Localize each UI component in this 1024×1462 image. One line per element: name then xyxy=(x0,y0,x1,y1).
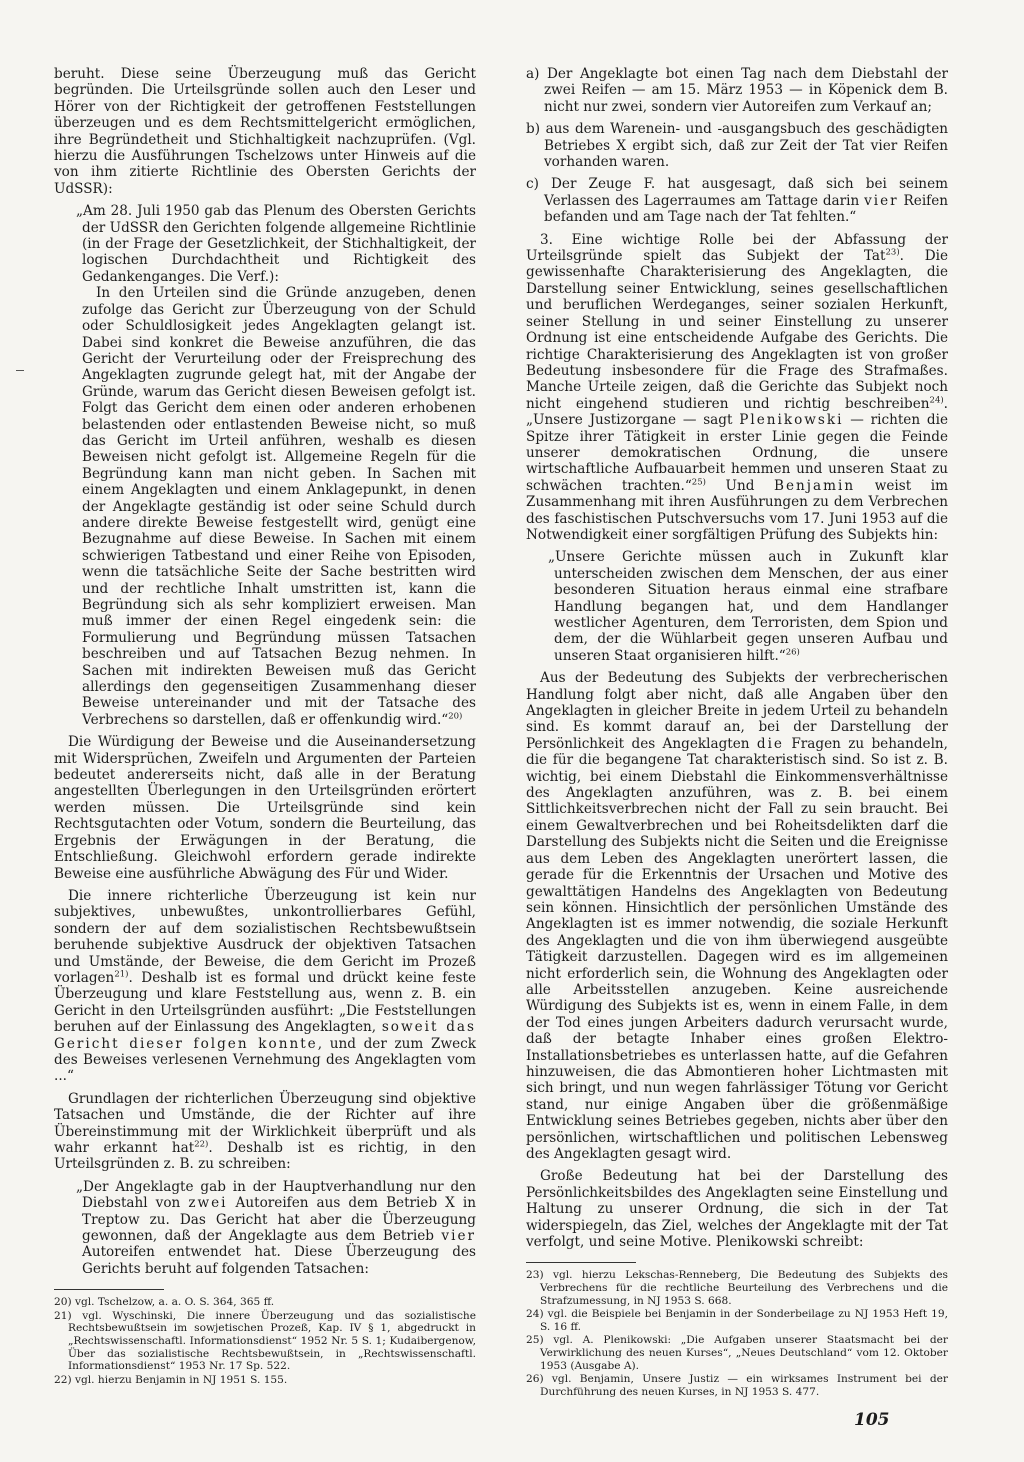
text: weist im Zusammenhang mit ihren Ausführungen zu dem Verbrechen des faschistischen Putschversuchs vom 17. Juni 1953 auf die Notwendigkeit einer sorgfältigen Prüfung des Subjekts hin: xyxy=(526,477,948,543)
text: 3. Eine wichtige Rolle bei der Abfassung der Urteilsgründe spielt das Subjekt der Tat xyxy=(526,231,948,265)
page-number: 105 xyxy=(854,1410,890,1430)
footnote-ref: 26) xyxy=(785,647,800,658)
text: Fragen zu behandeln, die für die begangene Tat charakteristisch sind. So ist z. B. wichtig, bei einem Diebstahl die Einkommensverhältnisse des Angeklagten anzuführen, was z. B. bei einem Sittlichkeitsverbrechen nicht der Fall zu sein braucht. Bei einem Gewaltverbrechen und bei Roheitsdelikten darf die Darstellung des Subjekts nicht die Seiten und die Ereignisse aus dem Leben des Angeklagten unerörtert lassen, die gerade für die Erkenntnis der Ursachen und Motive des gewalttätigen Handelns des Angeklagten von Bedeutung sein können. Hinsichtlich der persönlichen Umstände des Angeklagten ist es immer notwendig, die soziale Herkunft des Angeklagten und die von ihm überwiegend ausgeübte Tätigkeit darzustellen. Dagegen wird es im allgemeinen nicht erforderlich sein, die Wohnung des Angeklagten oder alle Arbeitsstellen anzugeben. Keine ausreichende Würdigung des Subjekts ist es, wenn in einem Falle, in dem der Tod eines jungen Arbeiters dadurch verursacht wurde, daß der betagte Inhaber eines großen Elektro-Installationsbetriebes es unterlassen hatte, auf die Gefahren hinzuweisen, die das Abmontieren hoher Lichtmasten mit sich bringt, und nun wegen fahrlässiger Tötung vor Gericht stand, nur einige Angaben über die größenmäßige Entwicklung seines Betriebes gegeben, nichts aber über den persönlichen, wirtschaftlichen und politischen Lebensweg des Angeklagten gesagt wird. xyxy=(526,735,948,1162)
footnote-separator xyxy=(54,1289,164,1290)
list-item: b) aus dem Warenein- und -ausgangsbuch des geschädigten Betriebes X ergibt sich, daß zur Zeit der Tat vier Reifen vorhanden waren. xyxy=(526,121,948,171)
footnote: 21) vgl. Wyschinski, Die innere Überzeugung und das sozialistische Rechtsbewußtsein im sowjetischen Prozeß, Kap. IV § 1, abgedruckt in „Rechtswissenschaftl. Informationsdienst“ 1952 Nr. 5 S. 1; Kudaibergenow, Über das sozialistische Rechtsbewußtsein, in „Rechtswissenschaftl. Informationsdienst“ 1953 Nr. 17 Sp. 522. xyxy=(54,1309,476,1373)
text: Aus der Bedeutung des Subjekts der verbrecherischen Handlung folgt aber nicht, daß alle Angaben über den Angeklagten in gleicher Breite in jedem Urteil zu behandeln sind. Es kommt darauf an, bei der Darstellung der Persönlichkeit des Angeklagten xyxy=(526,670,948,752)
spaced-text: die xyxy=(756,735,784,752)
margin-mark xyxy=(16,370,24,371)
footnote-separator xyxy=(526,1262,636,1263)
text: . Deshalb ist es formal und drückt keine feste Überzeugung und klare Feststellung aus, wenn z. B. ein Gericht in den Urteilsgründen ausführt: „Die Feststellungen beruhen auf der Einlassung des Angeklagten, xyxy=(54,969,476,1036)
spaced-text: vier xyxy=(441,1228,476,1245)
text: c) Der Zeuge F. hat ausgesagt, daß sich bei seinem Verlassen des Lagerraumes am Tattage darin xyxy=(526,176,948,209)
footnote-ref: 25) xyxy=(691,477,706,488)
text: Autoreifen entwendet hat. Diese Überzeugung des Gerichts beruht auf folgenden Tatsachen: xyxy=(82,1244,476,1277)
spaced-text: Plenikowski xyxy=(739,412,844,429)
spaced-text: vier xyxy=(864,192,899,209)
paragraph xyxy=(526,232,948,544)
text: Die innere richterliche Überzeugung ist kein nur subjektives, unbewußtes, unkontrollierbares Gefühl, sondern der auf dem sozialistischen Rechtsbewußtsein beruhende subjektive Ausdruck der objektiven Tatsachen und Umstände, der Beweise, die dem Gericht im Prozeß vorlagen xyxy=(54,887,476,986)
paragraph: Die Würdigung der Beweise und die Auseinandersetzung mit Widersprüchen, Zweifeln und Argumenten der Parteien bedeutet andererseits nicht, daß alle in der Beratung angestellten Überlegungen in den Urteilsgründen erörtert werden müssen. Die Urteilsgründe sind kein Rechtsgutachten oder Votum, sondern die Beurteilung, das Ergebnis der Erwägungen in der Beratung, die Entschließung. Gleichwohl erfordern gerade indirekte Beweise eine ausführliche Abwägung des Für und Wider. xyxy=(54,734,476,882)
footnote-ref: 22) xyxy=(194,1139,209,1150)
list-item xyxy=(526,176,949,226)
quote-intro: „Am 28. Juli 1950 gab das Plenum des Obersten Gerichts der UdSSR den Gerichten folgende allgemeine Richtlinie (in der Frage der Gesetzlichkeit, der Stichhaltigkeit, der logischen Durchdachtheit und Richtigkeit des Gedankenganges. Die Verf.): xyxy=(76,203,476,285)
text: . „Unsere Justizorgane — sagt xyxy=(526,395,948,429)
footnote: 22) vgl. hierzu Benjamin in NJ 1951 S. 155. xyxy=(54,1373,288,1386)
footnote-ref: 24) xyxy=(929,395,944,406)
footnote: 20) vgl. Tschelzow, a. a. O. S. 364, 365 ff. xyxy=(54,1296,275,1309)
text: . Deshalb ist es richtig, in den Urteilsgründen z. B. zu schreiben: xyxy=(54,1140,476,1173)
quote-body xyxy=(82,285,476,728)
text: Grundlagen der richterlichen Überzeugung sind objektive Tatsachen und Umstände, die der Richter auf ihre Übereinstimmung mit der Wirklichkeit überprüft und als wahr erkannt hat xyxy=(54,1090,476,1156)
text: , und der zum Zweck des Beweises verlesenen Vernehmung des Angeklagten vom ...“ xyxy=(54,1035,476,1085)
paragraph: Große Bedeutung hat bei der Darstellung des Persönlichkeitsbildes des Angeklagten seine Einstellung und Haltung zu unserer Ordnung, die sich in der Tat widerspiegeln, das Ziel, welches der Angeklagte mit der Tat verfolgt, und seine Motive. Plenikowski schreibt: xyxy=(526,1168,948,1251)
quote-body xyxy=(76,1178,476,1277)
quote-text: In den Urteilen sind die Gründe anzugeben, denen zufolge das Gericht zur Überzeugung von der Schuld oder Schuldlosigkeit jedes Angeklagten gelangt ist. Dabei sind konkret die Beweise anzuführen, die das Gericht der Verurteilung oder der Freisprechung des Angeklagten zugrunde gelegt hat, mit der Angabe der Gründe, warum das Gericht diesen Beweisen gefolgt ist. Folgt das Gericht dem einen oder anderen erhobenen belastenden oder entlastenden Beweise nicht, so muß das Gericht im Urteil anführen, weshalb es diesen Beweisen nicht gefolgt ist. Allgemeine Regeln für die Begründung kann man nicht geben. In Sachen mit einem Angeklagten und einem Anklagepunkt, in denen der Angeklagte geständig ist oder seine Schuld durch andere direkte Beweise festgestellt wird, genügt eine Bezugnahme auf diese Beweise. In Sachen mit einem schwierigen Tatbestand und einer Reihe von Episoden, wenn die tatsächliche Seite der Sache bestritten wird und der rechtliche Inhalt umstritten ist, kann die Begründung sich als sehr kompliziert erweisen. Man muß immer der einen Regel eingedenk sein: die Formulierung und Begründung müssen Tatsachen beschreiben und auf Tatsachen Bezug nehmen. In Sachen mit indirekten Beweisen muß das Gericht allerdings den gegenseitigen Zusammenhang dieser Beweise untereinander und mit der Tatsache des Verbrechens so darstellen, daß er offenkundig wird.“ xyxy=(82,285,476,728)
footnote-ref: 21) xyxy=(114,969,129,980)
text: — richten die Spitze ihrer Tätigkeit in erster Linie gegen die Feinde unserer demokratischen Ordnung, die unsere wirtschaftliche Aufbauarbeit hemmen und unseren Staat zu schwächen trachten.“ xyxy=(526,412,948,494)
footnote: 23) vgl. hierzu Lekschas-Renneberg, Die Bedeutung des Subjekts des Verbrechens für die rechtliche Beurteilung des Verbrechens und die Strafzumessung, in NJ 1953 S. 668. xyxy=(526,1269,948,1307)
spaced-text: zwei xyxy=(188,1195,228,1212)
list-item: a) Der Angeklagte bot einen Tag nach dem Diebstahl der zwei Reifen — am 15. März 1953 — in Köpenick dem B. nicht nur zwei, sondern vier Autoreifen zum Verkauf an; xyxy=(526,66,948,115)
footnote: 25) vgl. A. Plenikowski: „Die Aufgaben unserer Staatsmacht bei der Verwirklichung des neuen Kurses“, „Neues Deutschland“ vom 12. Oktober 1953 (Ausgabe A). xyxy=(526,1334,948,1372)
text: „Unsere Gerichte müssen auch in Zukunft klar unterscheiden zwischen dem Menschen, der aus einer besonderen Situation heraus einmal eine strafbare Handlung begangen hat, und dem Handlanger westlicher Agenturen, dem Terroristen, dem Spion und dem, der die Wühlarbeit gegen unseren Aufbau und unseren Staat organisieren hilft.“ xyxy=(548,549,948,664)
paragraph: beruht. Diese seine Überzeugung muß das Gericht begründen. Die Urteilsgründe sollen auch den Leser und Hörer von der Richtigkeit der getroffenen Feststellungen überzeugen und es dem Rechtsmittelgericht ermöglichen, ihre Begründetheit und Stichhaltigkeit nachzuprüfen. (Vgl. hierzu die Ausführungen Tschelzows unter Hinweis auf die von ihm zitierte Richtlinie des Obersten Gerichts der UdSSR): xyxy=(54,66,476,197)
spaced-text: Benjamin xyxy=(774,477,856,494)
paragraph xyxy=(54,1091,476,1173)
text: „Der Angeklagte gab in der Hauptverhandlung nur den Diebstahl von xyxy=(76,1178,476,1212)
paragraph xyxy=(54,888,476,1085)
right-column xyxy=(526,66,948,1398)
footnote-ref: 20) xyxy=(448,711,463,722)
paragraph xyxy=(526,670,948,1162)
left-column xyxy=(54,66,476,1386)
footnote-ref: 23) xyxy=(885,247,900,258)
text: Reifen befanden und am Tage nach der Tat fehlten.“ xyxy=(544,192,949,226)
footnote: 26) vgl. Benjamin, Unsere Justiz — ein wirksames Instrument bei der Durchführung des neuen Kurses, in NJ 1953 S. 477. xyxy=(526,1373,948,1398)
footnote: 24) vgl. die Beispiele bei Benjamin in der Sonderbeilage zu NJ 1953 Heft 19, S. 16 ff. xyxy=(526,1308,948,1333)
text: . Die gewissenhafte Charakterisierung des Angeklagten, die Darstellung seiner Entwicklung, seines gesellschaftlichen und beruflichen Werdeganges, seiner sozialen Herkunft, seiner Stellung in und seiner Einstellung zu unserer Ordnung ist eine entscheidende Aufgabe des Gerichts. Die richtige Charakterisierung des Angeklagten ist von großer Bedeutung insbesondere für die Frage des Strafmaßes. Manche Urteile zeigen, daß die Gerichte das Subjekt noch nicht eingehend studieren und richtig beschreiben xyxy=(526,248,948,412)
spaced-text: soweit das Gericht dieser folgen konnte xyxy=(54,1019,476,1052)
text: Und xyxy=(705,477,775,494)
text: Autoreifen aus dem Betrieb X in Treptow zu. Das Gericht hat aber die Überzeugung gewonnen, daß der Angeklagte aus dem Betrieb xyxy=(82,1195,476,1245)
quote-body xyxy=(548,549,948,664)
